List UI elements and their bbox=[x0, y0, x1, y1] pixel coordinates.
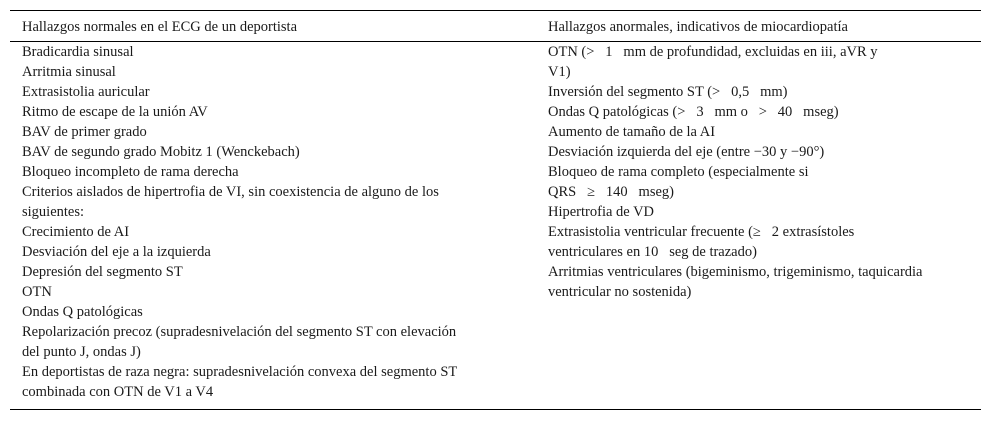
normal-finding-line: Bradicardia sinusal bbox=[22, 44, 134, 60]
abnormal-finding-line: ventriculares en 10 seg de trazado) bbox=[548, 244, 757, 260]
abnormal-finding-line: Extrasistolia ventricular frecuente (≥ 2 extrasístoles bbox=[548, 224, 855, 240]
abnormal-finding-line: Desviación izquierda del eje (entre −30 y −90°) bbox=[548, 144, 825, 160]
abnormal-finding-line: ventricular no sostenida) bbox=[548, 284, 692, 300]
abnormal-finding-line: Hipertrofia de VD bbox=[548, 204, 655, 220]
normal-finding-line: siguientes: bbox=[22, 204, 85, 220]
normal-finding-line: BAV de primer grado bbox=[22, 124, 147, 140]
abnormal-finding-line: QRS ≥ 140 mseg) bbox=[548, 184, 674, 200]
abnormal-finding-line: Arritmias ventriculares (bigeminismo, trigeminismo, taquicardia bbox=[548, 264, 923, 280]
normal-finding-line: Arritmia sinusal bbox=[22, 64, 116, 80]
normal-finding-line: En deportistas de raza negra: supradesnivelación convexa del segmento ST bbox=[22, 364, 458, 380]
normal-finding-line: OTN bbox=[22, 284, 52, 300]
normal-finding-line: BAV de segundo grado Mobitz 1 (Wenckebach) bbox=[22, 144, 300, 160]
normal-finding-line: Ritmo de escape de la unión AV bbox=[22, 104, 208, 120]
header-normal-findings: Hallazgos normales en el ECG de un deportista bbox=[22, 19, 298, 35]
table-header-row bbox=[10, 11, 981, 42]
abnormal-finding-line: Bloqueo de rama completo (especialmente si bbox=[548, 164, 809, 180]
normal-finding-line: Bloqueo incompleto de rama derecha bbox=[22, 164, 239, 180]
abnormal-finding-line: V1) bbox=[548, 64, 571, 80]
abnormal-findings-cell bbox=[548, 42, 948, 302]
normal-finding-line: combinada con OTN de V1 a V4 bbox=[22, 384, 214, 400]
normal-finding-line: Depresión del segmento ST bbox=[22, 264, 183, 280]
normal-findings-cell bbox=[22, 42, 512, 402]
normal-finding-line: Desviación del eje a la izquierda bbox=[22, 244, 211, 260]
abnormal-finding-line: OTN (> 1 mm de profundidad, excluidas en iii, aVR y bbox=[548, 44, 878, 60]
abnormal-finding-line: Ondas Q patológicas (> 3 mm o > 40 mseg) bbox=[548, 104, 839, 120]
findings-table bbox=[10, 10, 981, 410]
normal-finding-line: Crecimiento de AI bbox=[22, 224, 130, 240]
abnormal-finding-line: Aumento de tamaño de la AI bbox=[548, 124, 716, 140]
normal-finding-line: del punto J, ondas J) bbox=[22, 344, 141, 360]
abnormal-finding-line: Inversión del segmento ST (> 0,5 mm) bbox=[548, 84, 788, 100]
normal-finding-line: Criterios aislados de hipertrofia de VI, sin coexistencia de alguno de los bbox=[22, 184, 439, 200]
normal-finding-line: Ondas Q patológicas bbox=[22, 304, 143, 320]
header-abnormal-findings: Hallazgos anormales, indicativos de miocardiopatía bbox=[548, 19, 848, 35]
normal-finding-line: Extrasistolia auricular bbox=[22, 84, 150, 100]
normal-finding-line: Repolarización precoz (supradesnivelación del segmento ST con elevación bbox=[22, 324, 457, 340]
